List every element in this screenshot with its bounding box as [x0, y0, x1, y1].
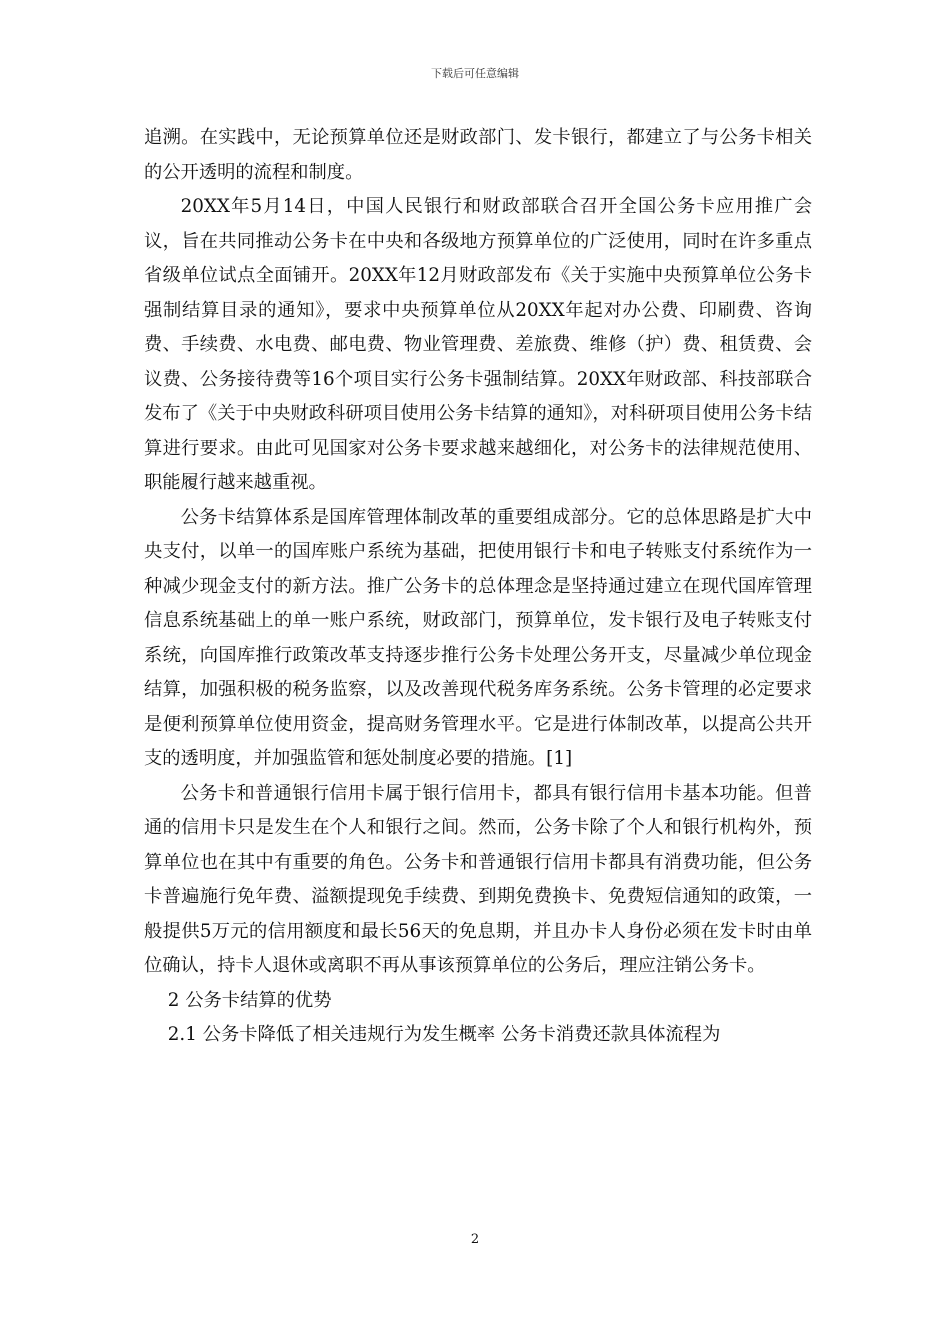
section-heading: 2 公务卡结算的优势 — [167, 989, 332, 1011]
page-number: 2 — [470, 1232, 480, 1247]
subsection-heading: 2.1 公务卡降低了相关违规行为发生概率 公务卡消费还款具体流程为 — [167, 1024, 721, 1045]
paragraph-continuation: 追溯。在实践中，无论预算单位还是财政部门、发卡银行，都建立了与公务卡相关的公开透明的流程和制度。 — [144, 127, 812, 183]
paragraph-card-comparison: 公务卡和普通银行信用卡属于银行信用卡，都具有银行信用卡基本功能。但普通的信用卡只是发生在个人和银行之间。然而，公务卡除了个人和银行机构外，预算单位也在其中有重要的角色。公务卡和普通银行信用卡都具有消费功能，但公务卡普遍施行免年费、溢额提现免手续费、到期免费换卡、免费短信通知的政策，一般提供5万元的信用额度和最长56天的免息期，并且办卡人身份必须在发卡时由单位确认，持卡人退休或离职不再从事该预算单位的公务后，理应注销公务卡。 — [144, 782, 812, 976]
page-header-note: 下载后可任意编辑 — [431, 67, 519, 80]
paragraph-settlement-system: 公务卡结算体系是国库管理体制改革的重要组成部分。它的总体思路是扩大中央支付，以单一的国库账户系统为基础，把使用银行卡和电子转账支付系统作为一种减少现金支付的新方法。推广公务卡的总体理念是坚持通过建立在现代国库管理信息系统基础上的单一账户系统，财政部门，预算单位，发卡银行及电子转账支付系统，向国库推行政策改革支持逐步推行公务卡处理公务开支，尽量减少单位现金结算，加强积极的税务监察，以及改善现代税务库务系统。公务卡管理的必定要求是便利预算单位使用资金，提高财务管理水平。它是进行体制改革，以提高公共开支的透明度，并加强监管和惩处制度必要的措施。[1] — [144, 506, 812, 769]
document-body — [144, 121, 812, 1053]
paragraph-policy-history: 20XX年5月14日，中国人民银行和财政部联合召开全国公务卡应用推广会议，旨在共同推动公务卡在中央和各级地方预算单位的广泛使用，同时在许多重点省级单位试点全面铺开。20XX年12月财政部发布《关于实施中央预算单位公务卡强制结算目录的通知》，要求中央预算单位从20XX年起对办公费、印刷费、咨询费、手续费、水电费、邮电费、物业管理费、差旅费、维修（护）费、租赁费、会议费、公务接待费等16个项目实行公务卡强制结算。20XX年财政部、科技部联合发布了《关于中央财政科研项目使用公务卡结算的通知》，对科研项目使用公务卡结算进行要求。由此可见国家对公务卡要求越来越细化，对公务卡的法律规范使用、职能履行越来越重视。 — [144, 196, 812, 493]
